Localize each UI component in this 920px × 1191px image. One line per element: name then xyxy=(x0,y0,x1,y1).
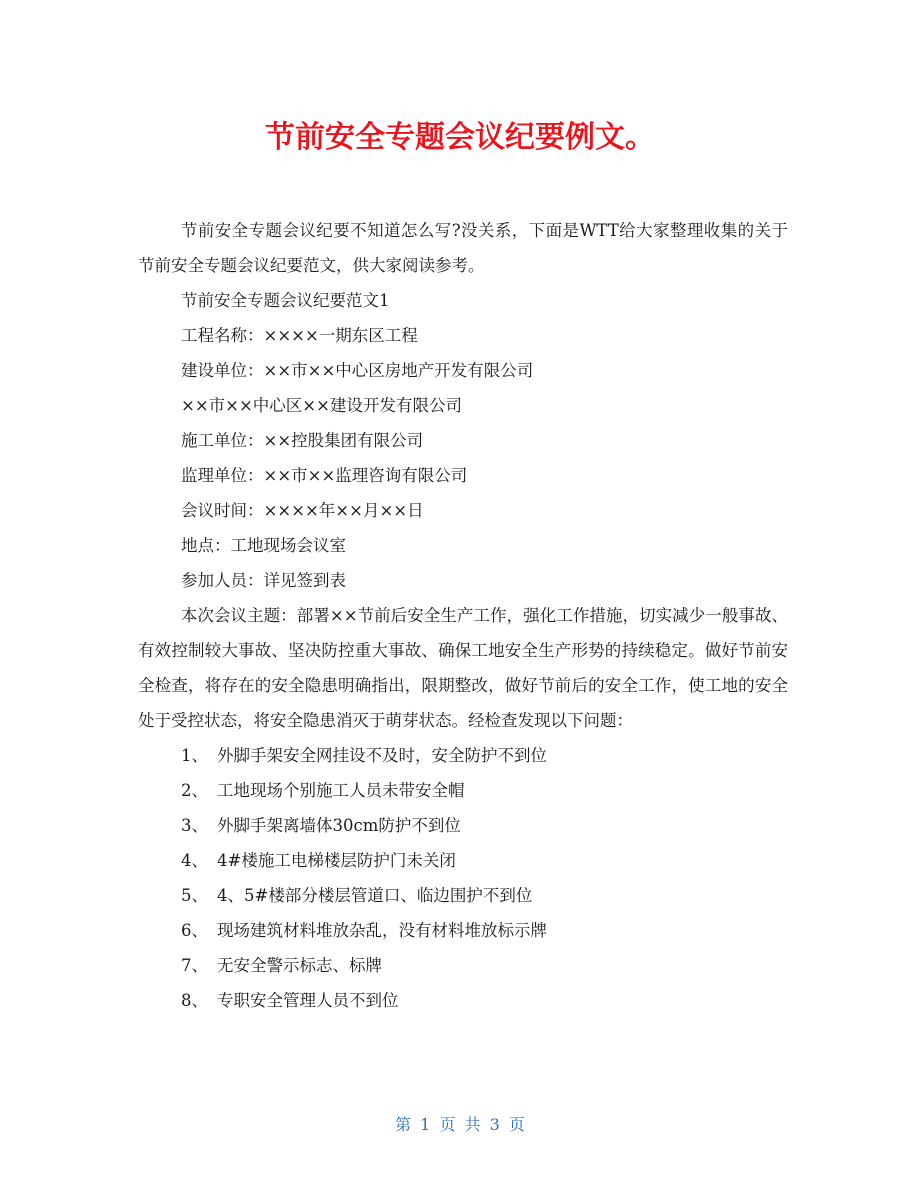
issue-list xyxy=(138,738,788,1018)
location-line: 地点：工地现场会议室 xyxy=(181,536,346,555)
attendees-line: 参加人员：详见签到表 xyxy=(181,571,346,590)
meeting-time-line: 会议时间：××××年××月××日 xyxy=(181,501,424,520)
item-text: 工地现场个别施工人员未带安全帽 xyxy=(217,781,465,800)
item-number: 3、 xyxy=(181,816,208,835)
list-item xyxy=(138,808,788,843)
intro-paragraph: 节前安全专题会议纪要不知道怎么写?没关系，下面是WTT给大家整理收集的关于节前安全专题会议纪要范文，供大家阅读参考。 xyxy=(138,221,788,275)
item-text: 4、5#楼部分楼层管道口、临边围护不到位 xyxy=(217,886,533,905)
supervision-unit-line: 监理单位：××市××监理咨询有限公司 xyxy=(181,466,468,485)
list-item xyxy=(138,878,788,913)
builder-unit-line-2: ××市××中心区××建设开发有限公司 xyxy=(181,396,462,415)
builder-unit-line: 建设单位：××市××中心区房地产开发有限公司 xyxy=(181,361,534,380)
item-number: 1、 xyxy=(181,746,208,765)
item-number: 7、 xyxy=(181,956,208,975)
item-text: 现场建筑材料堆放杂乱，没有材料堆放标示牌 xyxy=(217,921,547,940)
list-item xyxy=(138,773,788,808)
item-text: 外脚手架安全网挂设不及时，安全防护不到位 xyxy=(217,746,547,765)
item-number: 6、 xyxy=(181,921,208,940)
page-title: 节前安全专题会议纪要例文。 xyxy=(265,120,655,155)
project-name-line: 工程名称：××××一期东区工程 xyxy=(181,326,418,345)
list-item xyxy=(138,738,788,773)
item-text: 专职安全管理人员不到位 xyxy=(217,991,399,1010)
construction-unit-line: 施工单位：××控股集团有限公司 xyxy=(181,431,424,450)
list-item xyxy=(138,983,788,1018)
item-text: 外脚手架离墙体30cm防护不到位 xyxy=(217,816,461,835)
page-footer: 第 1 页 共 3 页 xyxy=(395,1115,525,1134)
subtitle-line: 节前安全专题会议纪要范文1 xyxy=(181,291,390,310)
item-text: 4#楼施工电梯楼层防护门未关闭 xyxy=(217,851,456,870)
list-item xyxy=(138,948,788,983)
list-item xyxy=(138,913,788,948)
item-text: 无安全警示标志、标牌 xyxy=(217,956,382,975)
document-body xyxy=(138,213,788,1018)
topic-paragraph: 本次会议主题：部署××节前后安全生产工作，强化工作措施，切实减少一般事故、有效控制较大事故、坚决防控重大事故、确保工地安全生产形势的持续稳定。做好节前安全检查，将存在的安全隐患明确指出，限期整改，做好节前后的安全工作，使工地的安全处于受控状态，将安全隐患消灭于萌芽状态。经检查发现以下问题： xyxy=(138,606,788,730)
item-number: 5、 xyxy=(181,886,208,905)
list-item xyxy=(138,843,788,878)
item-number: 2、 xyxy=(181,781,208,800)
item-number: 8、 xyxy=(181,991,208,1010)
item-number: 4、 xyxy=(181,851,208,870)
